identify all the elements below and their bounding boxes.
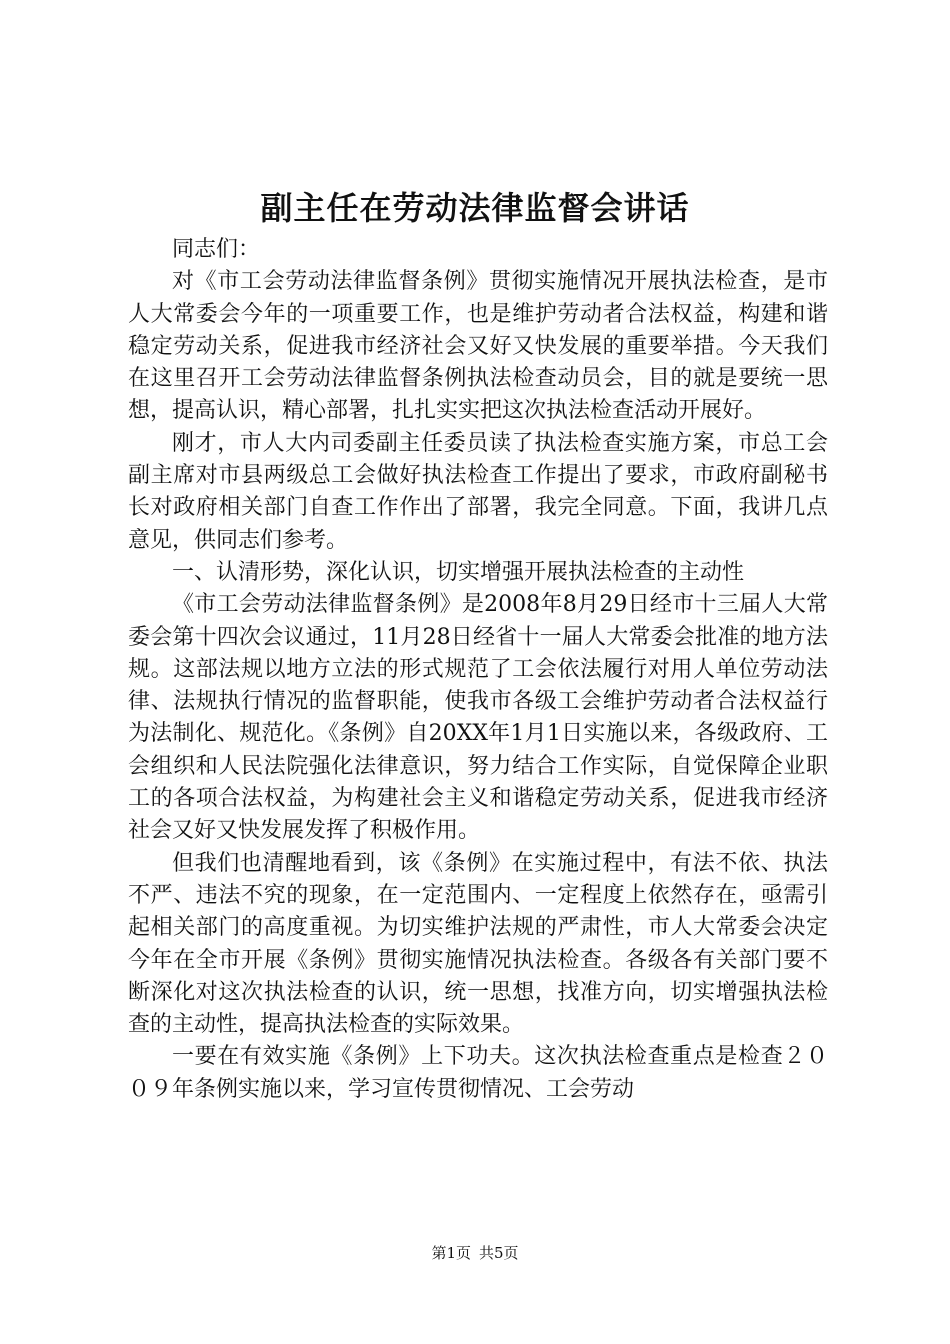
salutation-paragraph: 同志们： [172, 237, 261, 262]
body-paragraph: 对《市工会劳动法律监督条例》贯彻实施情况开展执法检查，是市人大常委会今年的一项重要工作，也是维护劳动者合法权益，构建和谐稳定劳动关系，促进我市经济社会又好又快发展的重要举措。今天我们在这里召开工会劳动法律监督条例执法检查动员会，目的就是要统一思想，提高认识，精心部署，扎扎实实把这次执法检查活动开展好。 [128, 269, 828, 424]
section-heading: 一、认清形势，深化认识，切实增强开展执法检查的主动性 [172, 559, 745, 585]
document-body [128, 234, 828, 1106]
page-number: 第1页 [431, 1244, 471, 1262]
document-title: 副主任在劳动法律监督会讲话 [260, 189, 690, 227]
body-paragraph: 一要在有效实施《条例》上下功夫。这次执法检查重点是检查２００９年条例实施以来，学习宣传贯彻情况、工会劳动 [128, 1044, 828, 1102]
body-paragraph: 《市工会劳动法律监督条例》是2008年8月29日经市十三届人大常委会第十四次会议通过，11月28日经省十一届人大常委会批准的地方法规。这部法规以地方立法的形式规范了工会依法履行对用人单位劳动法律、法规执行情况的监督职能，使我市各级工会维护劳动者合法权益行为法制化、规范化。《条例》自20XX年1月1日实施以来，各级政府、工会组织和人民法院强化法律意识，努力结合工作实际，自觉保障企业职工的各项合法权益，为构建社会主义和谐稳定劳动关系，促进我市经济社会又好又快发展发挥了积极作用。 [128, 592, 828, 844]
page-total: 共5页 [479, 1244, 519, 1262]
body-paragraph: 但我们也清醒地看到，该《条例》在实施过程中，有法不依、执法不严、违法不究的现象，在一定范围内、一定程度上依然存在，亟需引起相关部门的高度重视。为切实维护法规的严肃性，市人大常委会决定今年在全市开展《条例》贯彻实施情况执法检查。各级各有关部门要不断深化对这次执法检查的认识，统一思想，找准方向，切实增强执法检查的主动性，提高执法检查的实际效果。 [128, 850, 828, 1038]
page-footer [0, 1242, 950, 1264]
body-paragraph: 刚才，市人大内司委副主任委员读了执法检查实施方案，市总工会副主席对市县两级总工会做好执法检查工作提出了要求，市政府副秘书长对政府相关部门自查工作作出了部署，我完全同意。下面，我讲几点意见，供同志们参考。 [128, 430, 828, 553]
